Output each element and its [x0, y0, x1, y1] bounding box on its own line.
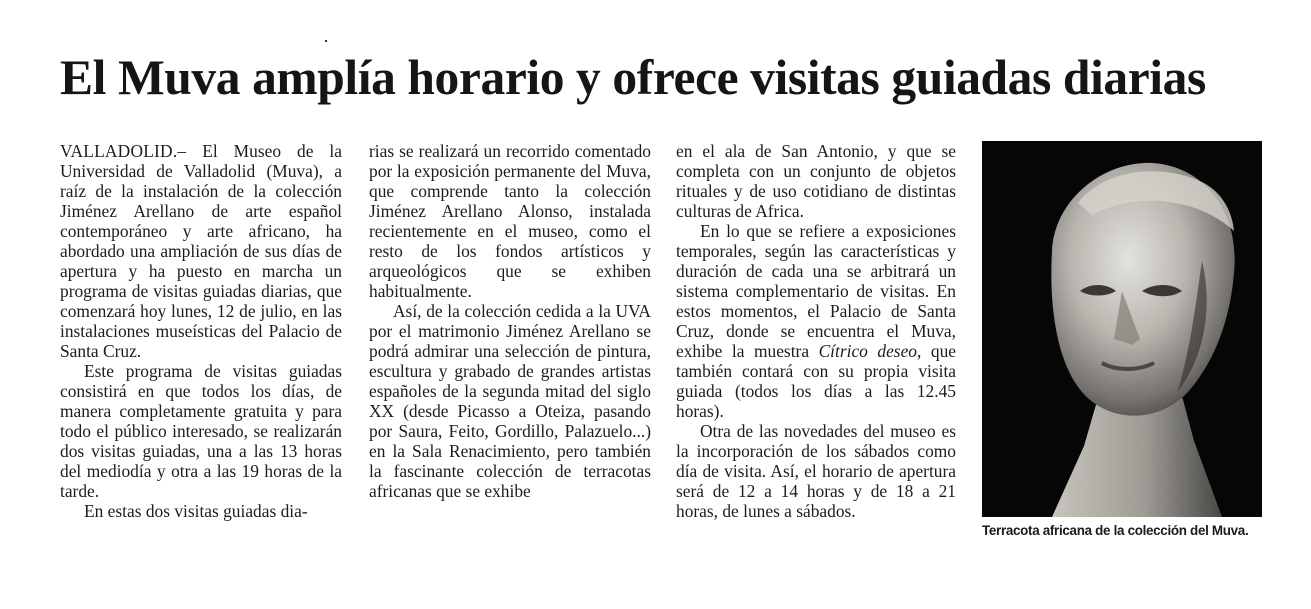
paragraph-7: [676, 221, 956, 421]
article-column-2: [369, 141, 651, 501]
paragraph-8: Otra de las novedades del museo es la incorporación de los sábados como día de visita. Así, el horario de apertura será de 12 a 14 horas y de 18 a 21 horas, de lunes a sábados.: [676, 421, 956, 521]
paragraph-7-end: , que también contará con su propia visita guiada (todos los días a las 12.45 horas).: [676, 341, 956, 421]
paragraph-5: Así, de la colección cedida a la UVA por el matrimonio Jiménez Arellano se podrá admirar una selección de pintura, escultura y grabado de grandes artistas españoles de la segunda mitad del siglo XX (desde Picasso a Oteiza, pasando por Saura, Feito, Gordillo, Palazuelo...) en la Sala Renacimiento, pero también la fascinante colección de terracotas africanas que se exhibe: [369, 301, 651, 501]
paragraph-1-text: El Museo de la Universidad de Valladolid (Muva), a raíz de la instalación de la colección Jiménez Arellano de arte español contemporáneo y arte africano, ha abordado una ampliación de sus días de apertura y ha puesto en marcha un programa de visitas guiadas diarias, que comenzará hoy lunes, 12 de julio, en las instalaciones museísticas del Palacio de Santa Cruz.: [60, 141, 342, 361]
paragraph-1: [60, 141, 342, 361]
dateline: VALLADOLID.–: [60, 141, 187, 161]
photo-caption: Terracota africana de la colección del Muva.: [982, 523, 1249, 538]
headline: El Muva amplía horario y ofrece visitas guiadas diarias: [60, 50, 1206, 105]
article-column-3: [676, 141, 956, 521]
terracotta-photo: [982, 141, 1262, 517]
paragraph-2: Este programa de visitas guiadas consistirá en que todos los días, de manera completamente gratuita y para todo el público interesado, se realizarán dos visitas guiadas, una a las 13 horas del mediodía y otra a las 19 horas de la tarde.: [60, 361, 342, 501]
terracotta-sculpture-image: [982, 141, 1262, 517]
paragraph-6: en el ala de San Antonio, y que se completa con un conjunto de objetos rituales y de uso cotidiano de distintas culturas de Africa.: [676, 141, 956, 221]
paragraph-4: rias se realizará un recorrido comentado por la exposición permanente del Muva, que comprende tanto la colección Jiménez Arellano Alonso, instalada recientemente en el museo, como el resto de los fondos artísticos y arqueológicos que se exhiben habitualmente.: [369, 141, 651, 301]
print-speck: [325, 40, 327, 42]
article-column-1: [60, 141, 342, 521]
paragraph-7-start: En lo que se refiere a exposiciones temporales, según las características y duración de cada una se arbitrará un sistema complementario de visitas. En estos momentos, el Palacio de Santa Cruz, donde se encuentra el Muva, exhibe la muestra: [676, 221, 956, 361]
paragraph-3: En estas dos visitas guiadas dia-: [84, 501, 308, 521]
exhibition-title: Cítrico deseo: [818, 341, 917, 361]
